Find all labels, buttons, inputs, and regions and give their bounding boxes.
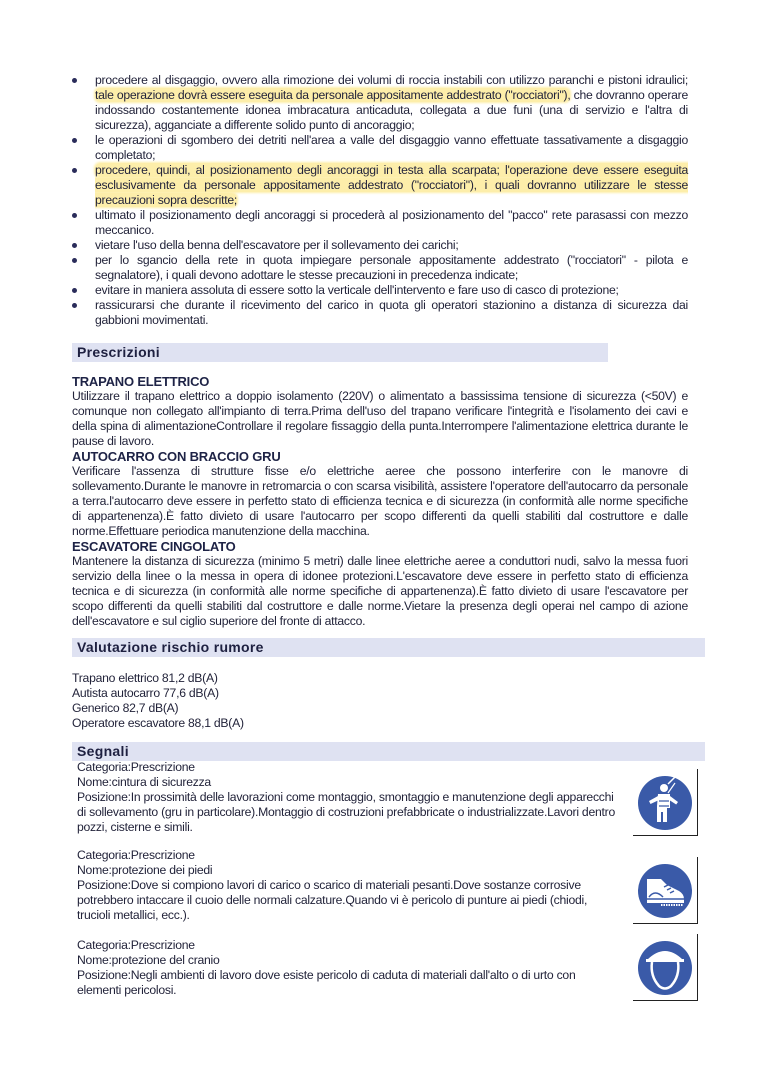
sign-name: Nome:cintura di sicurezza	[77, 775, 211, 789]
sign-position: Posizione:Dove si compiono lavori di carico o scarico di materiali pesanti.Dove sostanze corrosive potrebbero intaccare il cuoio delle normali calzature.Quando vi è pericolo di punture ai piedi (chiodi, trucioli metallici, ecc.).	[77, 878, 588, 922]
highlighted-text: tale operazione dovrà essere eseguita da personale appositamente addestrato ("rocciatori"),	[95, 88, 571, 102]
list-item	[72, 163, 688, 208]
section-title: Prescrizioni	[77, 344, 160, 360]
list-item: per lo sgancio della rete in quota impiegare personale appositamente addestrato ("rocciatori" - pilota e segnalatore), i quali devono adottare le stesse precauzioni in precedenza indicate;	[72, 253, 688, 283]
bullet-icon	[72, 243, 77, 248]
bullet-icon	[72, 168, 77, 173]
list-item: procedere al disgaggio, ovvero alla rimozione dei volumi di roccia instabili con utilizzo paranchi e pistoni idraulici; tale operazione dovrà essere eseguita da personale appositamente addestrato ("rocciatori"), che dovranno operare indossando costantemente idonea imbracatura anticaduta, collegata a due funi (una di servizio e l'altra di sicurezza), agganciate a differente solido punto di ancoraggio;	[72, 73, 688, 133]
list-item: ultimato il posizionamento degli ancoraggi si procederà al posizionamento del "pacco" rete parasassi con mezzo meccanico.	[72, 208, 688, 238]
prescription-text: Mantenere la distanza di sicurezza (minimo 5 metri) dalle linee elettriche aeree a conduttori nudi, salvo la messa fuori servizio della linee o la messa in opera di idonee protezioni.L'escavatore deve essere in perfetto stato di efficienza tecnica e di sicurezza (in conformità alle norme specifiche di appartenenza).È fatto divieto di usare l'escavatore per scopo differenti da quelli stabiliti dal costruttore e dalle norme.Vietare la presenza degli operai nel campo di azione dell'escavatore e sul ciglio superiore del fronte di attacco.	[72, 554, 688, 628]
sign-position: Posizione:Negli ambienti di lavoro dove esiste pericolo di caduta di materiali dall'alto o di urto con elementi pericolosi.	[77, 968, 576, 997]
sign-position: Posizione:In prossimità delle lavorazioni come montaggio, smontaggio e manutenzione degli apparecchi di sollevamento (gru in particolare).Montaggio di costruzioni prefabbricate o industrializzate.Lavori dentro pozzi, cisterne e simili.	[77, 790, 615, 834]
sign-entry	[77, 848, 617, 923]
section-title: Valutazione rischio rumore	[77, 639, 264, 655]
list-item: vietare l'uso della benna dell'escavatore per il sollevamento dei carichi;	[72, 238, 688, 253]
noise-line: Autista autocarro 77,6 dB(A)	[72, 686, 219, 700]
highlighted-text: procedere, quindi, al posizionamento degli ancoraggi in testa alla scarpata; l'operazione deve essere eseguita esclusivamente da personale appositamente addestrato ("rocciatori"), i quali dovranno utilizzare le stesse precauzioni sopra descritte;	[95, 163, 688, 207]
section-header-segnali	[72, 742, 705, 761]
bullet-icon	[72, 258, 77, 263]
bullet-icon	[72, 288, 77, 293]
sign-entry	[77, 938, 617, 998]
safety-harness-icon	[637, 775, 693, 831]
sign-name: Nome:protezione dei piedi	[77, 863, 213, 877]
sign-category: Categoria:Prescrizione	[77, 848, 195, 862]
noise-values	[72, 671, 244, 731]
safety-boot-icon	[637, 863, 693, 919]
prescription-heading: ESCAVATORE CINGOLATO	[72, 539, 236, 554]
bullet-icon	[72, 213, 77, 218]
prescription-text: Verificare l'assenza di strutture fisse e/o elettriche aeree che possono interferire con le manovre di sollevamento.Durante le manovre in retromarcia o con scarsa visibilità, assistere l'operatore dell'autocarro da personale a terra.l'autocarro deve essere in perfetto stato di efficienza tecnica e di sicurezza (in conformità alle norme specifiche di appartenenza).È fatto divieto di usare l'autocarro per scopo differenti da quelli stabiliti dal costruttore e dalle norme.Effettuare periodica manutenzione della macchina.	[72, 464, 688, 538]
sign-image-frame	[633, 934, 698, 1001]
noise-line: Generico 82,7 dB(A)	[72, 701, 179, 715]
bullet-icon	[72, 303, 77, 308]
noise-line: Operatore escavatore 88,1 dB(A)	[72, 716, 244, 730]
list-item: evitare in maniera assoluta di essere sotto la verticale dell'intervento e fare uso di casco di protezione;	[72, 283, 688, 298]
section-header-prescrizioni	[72, 343, 608, 362]
section-title: Segnali	[77, 743, 129, 759]
list-item: rassicurarsi che durante il ricevimento del carico in quota gli operatori stazionino a distanza di sicurezza dai gabbioni movimentati.	[72, 298, 688, 328]
list-item: le operazioni di sgombero dei detriti nell'area a valle del disgaggio vanno effettuate tassativamente a disgaggio completato;	[72, 133, 688, 163]
sign-category: Categoria:Prescrizione	[77, 938, 195, 952]
noise-line: Trapano elettrico 81,2 dB(A)	[72, 671, 218, 685]
sign-category: Categoria:Prescrizione	[77, 760, 195, 774]
hard-hat-icon	[637, 940, 693, 996]
bullet-icon	[72, 138, 77, 143]
sign-name: Nome:protezione del cranio	[77, 953, 220, 967]
sign-image-frame	[633, 769, 698, 836]
procedure-list	[72, 73, 688, 328]
prescription-heading: AUTOCARRO CON BRACCIO GRU	[72, 449, 281, 464]
sign-image-frame	[633, 857, 698, 924]
bullet-icon	[72, 78, 77, 83]
sign-entry	[77, 760, 617, 835]
prescription-heading: TRAPANO ELETTRICO	[72, 374, 210, 389]
section-header-rumore	[72, 638, 705, 657]
prescrizioni-content	[72, 374, 688, 629]
prescription-text: Utilizzare il trapano elettrico a doppio isolamento (220V) o alimentato a bassissima tensione di sicurezza (<50V) e comunque non collegato all'impianto di terra.Prima dell'uso del trapano verificare l'integrità e l'isolamento dei cavi e della spina di alimentazioneControllare il regolare fissaggio della punta.Interrompere l'alimentazione elettrica durante le pause di lavoro.	[72, 389, 688, 448]
